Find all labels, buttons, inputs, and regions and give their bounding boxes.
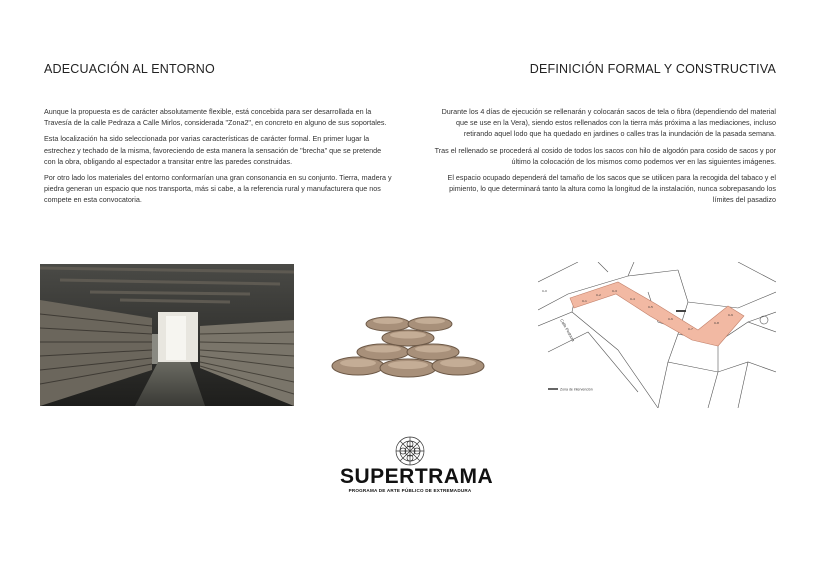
passage-photo-illustration [40,264,294,406]
svg-text:C-6: C-6 [668,317,673,321]
paragraph: Esta localización ha sido seleccionada por varias características de carácter formal. En primer lugar la estrechez y techado de la misma, favoreciendo de esta manera la sensación de "brecha" que se pretende con la obra, obligando al espectador a transitar entre las paredes construidas. [44,134,382,166]
left-text-column [44,106,394,211]
legend-swatch [548,388,558,390]
section-heading-left: ADECUACIÓN AL ENTORNO [44,62,215,76]
logo-subtitle: PROGRAMA DE ARTE PÚBLICO DE EXTREMADURA [348,488,472,493]
section-heading-right: DEFINICIÓN FORMAL Y CONSTRUCTIVA [529,62,776,76]
sandbag-stack-illustration [328,308,488,380]
paragraph: Aunque la propuesta es de carácter absolutamente flexible, está concebida para ser desarrollada en la Travesía de la calle Pedraza a Calle Mirlos, considerada "Zona2", en concreto en alguno de sus soportales. [44,107,387,128]
svg-text:C-2: C-2 [596,293,601,297]
svg-text:C-9: C-9 [728,313,733,317]
supertrama-emblem-icon [395,436,425,466]
svg-text:C-3: C-3 [612,289,617,293]
svg-text:C-8: C-8 [714,321,719,325]
right-text-column [428,106,776,211]
svg-text:C-0: C-0 [542,289,547,293]
site-map-drawing [538,262,776,408]
svg-text:C-7: C-7 [688,327,693,331]
paragraph: Durante los 4 días de ejecución se rellenarán y colocarán sacos de tela o fibra (dependiendo del material que se use en la Vera), siendo estos rellenados con la tierra más próxima a las mediaciones, incluso retirando aquel lodo que ha quedado en jardines o calles tras la inundación de la pasada semana. [441,107,776,139]
svg-text:C-5: C-5 [648,305,653,309]
supertrama-logo [340,436,494,508]
logo-title: SUPERTRAMA [340,465,494,488]
paragraph: Tras el rellenado se procederá al cosido de todos los sacos con hilo de algodón para cosido de sacos y por último la colocación de los mismos como podemos ver en las siguientes imágenes. [434,145,776,166]
paragraph: El espacio ocupado dependerá del tamaño de los sacos que se utilicen para la recogida del tabaco y el pimiento, lo que determinará tanto la altura como la longitud de la instalación, nunca sobrepasando los límites del pasadizo [447,173,776,205]
intervention-zone [570,282,744,346]
paragraph: Por otro lado los materiales del entorno conformarían una gran consonancia en su conjunto. Tierra, madera y piedra generan un espacio que nos transporta, más si cabe, a la referencia rural y manufacturera que nos compete en esta convocatoria. [44,173,392,205]
svg-text:C-1: C-1 [582,299,587,303]
street-label: Calle Pedraza [559,318,577,343]
passage-photo [40,264,294,406]
sandbag-stack-image [328,308,488,380]
svg-text:C-4: C-4 [630,297,635,301]
legend-label: Zona de intervención [560,387,593,392]
site-map [538,262,776,408]
